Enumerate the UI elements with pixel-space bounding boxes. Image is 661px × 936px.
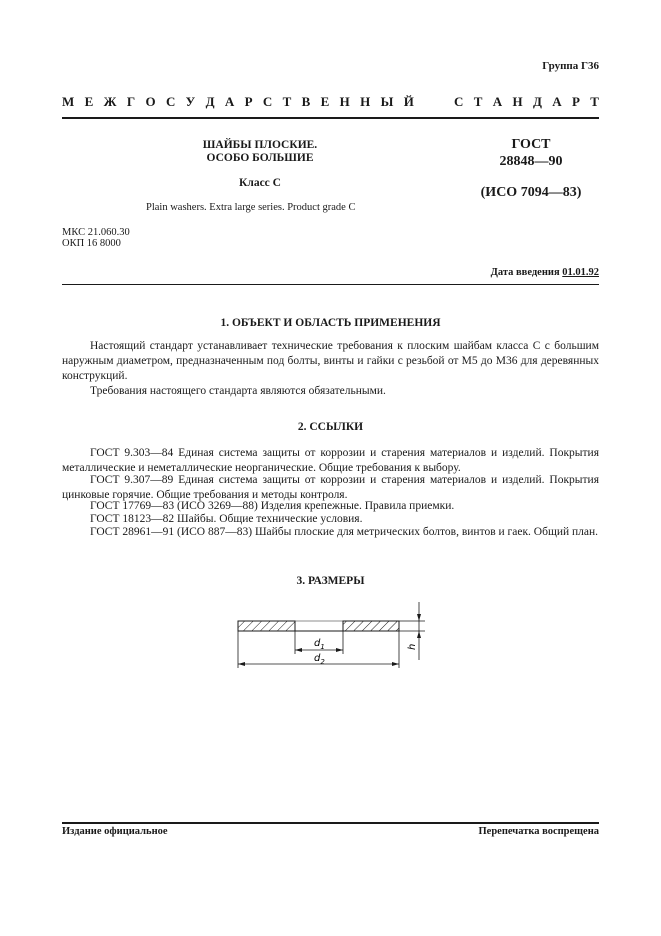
banner-letter: Й [403, 94, 414, 109]
banner-letter: В [301, 94, 311, 109]
arrow-head [392, 662, 399, 666]
footer-official-edition: Издание официальное [62, 826, 168, 837]
reference-item: ГОСТ 9.303—84 Единая система защиты от коррозии и старения материалов и изделий. Покрытия металлические и неметаллические неорганические. Общие требования к выбору. [62, 447, 599, 474]
banner-letter: Т [473, 94, 483, 109]
banner-letter: Е [320, 94, 330, 109]
banner-letter: Н [360, 94, 371, 109]
section-2-heading: 2. ССЫЛКИ [297, 421, 364, 433]
effective-date [491, 267, 599, 278]
date-value: 01.01.92 [562, 267, 599, 278]
reference-item: ГОСТ 28961—91 (ИСО 887—83) Шайбы плоские для метрических болтов, винтов и гаек. Общий план. [90, 526, 599, 538]
washer-section-left [238, 621, 295, 631]
banner-letter: Д [532, 94, 542, 109]
group-code: Группа Г36 [542, 60, 599, 72]
reference-item: ГОСТ 18123—82 Шайбы. Общие технические условия. [90, 513, 363, 525]
section-1-heading: 1. ОБЪЕКТ И ОБЛАСТЬ ПРИМЕНЕНИЯ [220, 317, 441, 329]
banner-letter: М [62, 94, 75, 109]
arrow-head [336, 648, 343, 652]
banner-letter: Ы [380, 94, 394, 109]
banner-letter: А [552, 94, 562, 109]
top-rule [62, 117, 599, 119]
d2-label: $d_2$ [314, 653, 325, 666]
d1-label: $d_1$ [314, 638, 325, 651]
banner-letter: Н [339, 94, 350, 109]
reference-item: ГОСТ 9.307—89 Единая система защиты от коррозии и старения материалов и изделий. Покрытия цинковые горячие. Общие требования и методы контроля. [62, 474, 599, 501]
banner-letter: Г [126, 94, 136, 109]
arrow-head [417, 631, 421, 638]
footer-reprint-prohibited: Перепечатка воспрещена [478, 826, 599, 837]
okp-code: ОКП 16 8000 [62, 238, 121, 249]
washer-drawing [225, 598, 445, 678]
banner-letter: Н [512, 94, 523, 109]
gost-label: ГОСТ [511, 137, 551, 152]
arrow-head [417, 614, 421, 621]
banner-letter: А [224, 94, 235, 109]
footer-rule [62, 822, 599, 824]
section-1-paragraph-2: Требования настоящего стандарта являются обязательными. [90, 385, 386, 397]
banner-letter: О [145, 94, 156, 109]
banner-letter: У [185, 94, 196, 109]
arrow-head [295, 648, 302, 652]
washer-section-right [343, 621, 399, 631]
arrow-head [238, 662, 245, 666]
english-title: Plain washers. Extra large series. Product grade C [146, 202, 356, 213]
banner-word-interstate [62, 94, 414, 110]
section-1-paragraph-1: Настоящий стандарт устанавливает технические требования к плоским шайбам класса С с большим наружным диаметром, предназначенным под болты, винты и гайки с резьбой от М5 до М36 для деревянных конструкций. [62, 340, 599, 382]
date-label: Дата введения [490, 267, 560, 278]
banner-letter: Ж [103, 94, 117, 109]
doc-title-line2: ОСОБО БОЛЬШИЕ [206, 152, 314, 164]
class-label: Класс С [239, 177, 281, 189]
banner-letter: Т [590, 94, 599, 109]
banner-letter: С [454, 94, 464, 109]
banner-letter: Д [205, 94, 215, 109]
section-3-heading: 3. РАЗМЕРЫ [296, 575, 365, 587]
banner-letter: Т [282, 94, 292, 109]
banner-letter: Р [571, 94, 580, 109]
banner-letter: Е [84, 94, 94, 109]
banner-letter: Р [244, 94, 253, 109]
h-label: h [407, 643, 418, 650]
standard-banner [62, 94, 599, 110]
banner-word-standard [454, 94, 599, 110]
reference-item: ГОСТ 17769—83 (ИСО 3269—88) Изделия крепежные. Правила приемки. [90, 500, 455, 512]
banner-letter: А [492, 94, 503, 109]
mks-code: МКС 21.060.30 [62, 227, 130, 238]
iso-reference: (ИСО 7094—83) [480, 185, 582, 200]
header-rule [62, 284, 599, 285]
banner-letter: С [165, 94, 176, 109]
gost-number: 28848—90 [499, 154, 563, 169]
doc-title-line1: ШАЙБЫ ПЛОСКИЕ. [202, 139, 318, 151]
banner-letter: С [262, 94, 273, 109]
